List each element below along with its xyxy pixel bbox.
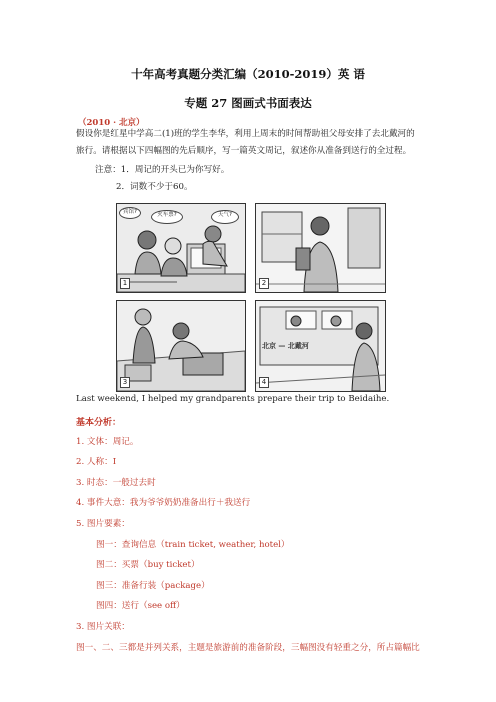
weekly-journal-opening: Last weekend, I helped my grandparents prepare their trip to Beidaihe. xyxy=(76,394,390,404)
speech-bubble-hotel: 宾馆? xyxy=(119,207,141,219)
question-source: （2010 · 北京） xyxy=(78,118,145,128)
panel-3-illustration xyxy=(117,301,245,391)
panel-number: 4 xyxy=(259,377,269,388)
picture-element-3: 图三：准备行装（package） xyxy=(96,581,210,591)
panel-number: 3 xyxy=(120,377,130,388)
comic-panel-4 xyxy=(255,300,386,392)
document-title: 十年高考真题分类汇编（2010-2019）英 语 xyxy=(131,67,365,81)
picture-element-4: 图四：送行（see off） xyxy=(96,601,185,611)
topic-title: 专题 27 图画式书面表达 xyxy=(184,96,312,110)
panel-number: 2 xyxy=(259,278,269,289)
note-2: 2．词数不少于60。 xyxy=(116,182,193,192)
speech-bubble-ticket: 火车票? xyxy=(151,210,183,224)
analysis-heading: 基本分析： xyxy=(76,418,122,428)
picture-element-2: 图二：买票（buy ticket） xyxy=(96,560,200,570)
picture-element-1: 图一：查询信息（train ticket, weather, hotel） xyxy=(96,540,290,550)
speech-bubble-weather: 天气? xyxy=(211,210,239,224)
analysis-item: 5. 图片要素： xyxy=(76,519,130,529)
analysis-item: 4. 事件大意：我为爷爷奶奶准备出行＋我送行 xyxy=(76,498,251,508)
comic-panel-3 xyxy=(116,300,246,392)
comic-panel-2 xyxy=(255,203,386,293)
panel-number: 1 xyxy=(120,278,130,289)
train-sign: 北京 — 北戴河 xyxy=(262,342,309,350)
comic-strip xyxy=(116,203,384,390)
note-1: 注意：1．周记的开头已为你写好。 xyxy=(95,165,230,175)
analysis-item: 3. 时态：一般过去时 xyxy=(76,478,156,488)
analysis-item: 1. 文体：周记。 xyxy=(76,437,139,447)
question-prompt: 假设你是红星中学高二(1)班的学生李华，利用上周末的时间帮助祖父母安排了去北戴河的旅行。请根据以下四幅图的先后顺序，写一篇英文周记，叙述你从准备到送行的全过程。 xyxy=(76,129,415,156)
analysis-relation-text: 图一、二、三都是并列关系，主题是旅游前的准备阶段，三幅图没有轻重之分，所占篇幅比 xyxy=(76,643,420,653)
comic-panel-1 xyxy=(116,203,246,293)
analysis-item: 2. 人称：I xyxy=(76,457,117,467)
panel-2-illustration xyxy=(256,204,385,292)
analysis-relation-label: 3. 图片关联： xyxy=(76,622,130,632)
